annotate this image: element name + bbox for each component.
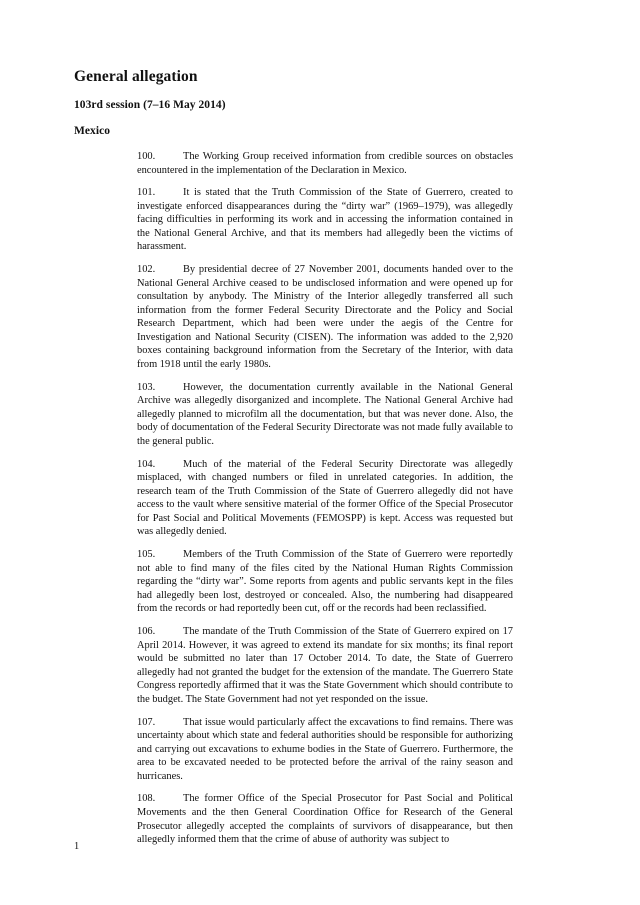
session-subtitle: 103rd session (7–16 May 2014) xyxy=(74,98,226,111)
paragraph-100 xyxy=(137,150,513,177)
paragraph-105 xyxy=(137,548,513,616)
paragraph-text: Much of the material of the Federal Security Directorate was allegedly misplaced, with changed numbers or filed in unrelated categories. In addition, the research team of the Truth Commission of the State of Guerrero allegedly did not have access to the vault where sensitive material of the former Office of the Special Prosecutor for Past Social and Political Movements (FEMOSPP) is kept. Access was requested but was allegedly denied. xyxy=(137,458,513,538)
paragraph-108 xyxy=(137,792,513,846)
country-subtitle: Mexico xyxy=(74,125,111,138)
paragraph-text: The mandate of the Truth Commission of the State of Guerrero expired on 17 April 2014. However, it was agreed to extend its mandate for six months; its final report would be submitted no later than 17 October 2014. To date, the State of Guerrero allegedly had not granted the budget for the extension of the mandate. The Guerrero State Congress reportedly affirmed that it was the State Government which should contribute to the budget. The State Government had not yet responded on the issue. xyxy=(137,626,513,705)
paragraph-number: 103. xyxy=(137,381,156,393)
paragraph-number: 104. xyxy=(137,458,156,470)
paragraph-number: 105. xyxy=(137,549,156,561)
document-headings xyxy=(74,68,514,138)
paragraph-102 xyxy=(137,263,513,371)
paragraph-text: That issue would particularly affect the excavations to find remains. There was uncertainty about which state and federal authorities should be responsible for authorizing and carrying out excavations to exhume bodies in the State of Guerrero. Furthermore, the area to be excavated needed to be protected before the arrival of the rainy season and hurricanes. xyxy=(137,716,513,782)
paragraph-text: The former Office of the Special Prosecutor for Past Social and Political Movements and the then General Coordination Office for Research of the General Prosecutor allegedly accepted the complaints of survivors of disappearance, but then allegedly informed them that the crime of abuse of authority was subject to xyxy=(137,793,513,846)
paragraph-number: 106. xyxy=(137,626,156,638)
paragraph-text: However, the documentation currently available in the National General Archive was allegedly disorganized and incomplete. The National General Archive had allegedly planned to microfilm all the documentation, but that was never done. Also, the body of documentation of the Federal Security Directorate was not made fully available to the general public. xyxy=(137,381,513,447)
paragraph-103 xyxy=(137,381,513,449)
paragraph-106 xyxy=(137,625,513,706)
paragraph-number: 101. xyxy=(137,187,156,199)
paragraph-number: 107. xyxy=(137,716,156,728)
paragraph-107 xyxy=(137,716,513,784)
paragraph-number: 108. xyxy=(137,793,156,805)
page-number: 1 xyxy=(74,841,80,852)
paragraph-text: It is stated that the Truth Commission of the State of Guerrero, created to investigate enforced disappearances during the “dirty war” (1969–1979), was allegedly facing difficulties in performing its work and in accessing the information contained in the National General Archive, and that its members had allegedly been the victims of harassment. xyxy=(137,187,513,253)
paragraph-101 xyxy=(137,186,513,254)
paragraph-text: By presidential decree of 27 November 2001, documents handed over to the National General Archive ceased to be undisclosed information and were opened up for consultation by anybody. The Ministry of the Interior allegedly transferred all such information from the former Federal Security Directorate and the Policy and Social Research Department, which had been were under the aegis of the Centre for Investigation and National Security (CISEN). The information was added to the 2,920 boxes containing background information from the Secretary of the Interior, with data from 1918 until the early 1980s. xyxy=(137,264,513,371)
document-body xyxy=(137,150,513,847)
paragraph-104 xyxy=(137,458,513,539)
paragraph-number: 100. xyxy=(137,151,156,162)
page-title: General allegation xyxy=(74,68,198,85)
paragraph-number: 102. xyxy=(137,264,156,276)
paragraph-text: The Working Group received information from credible sources on obstacles encountered in the implementation of the Declaration in Mexico. xyxy=(137,151,513,176)
paragraph-text: Members of the Truth Commission of the State of Guerrero were reportedly not able to find many of the files cited by the National Human Rights Commission regarding the “dirty war”. Some reports from agents and public servants kept in the files had allegedly been lost, destroyed or concealed. Also, the numbering had disappeared from the records or had reportedly been cut, off or the records had been reclassified. xyxy=(137,549,513,615)
